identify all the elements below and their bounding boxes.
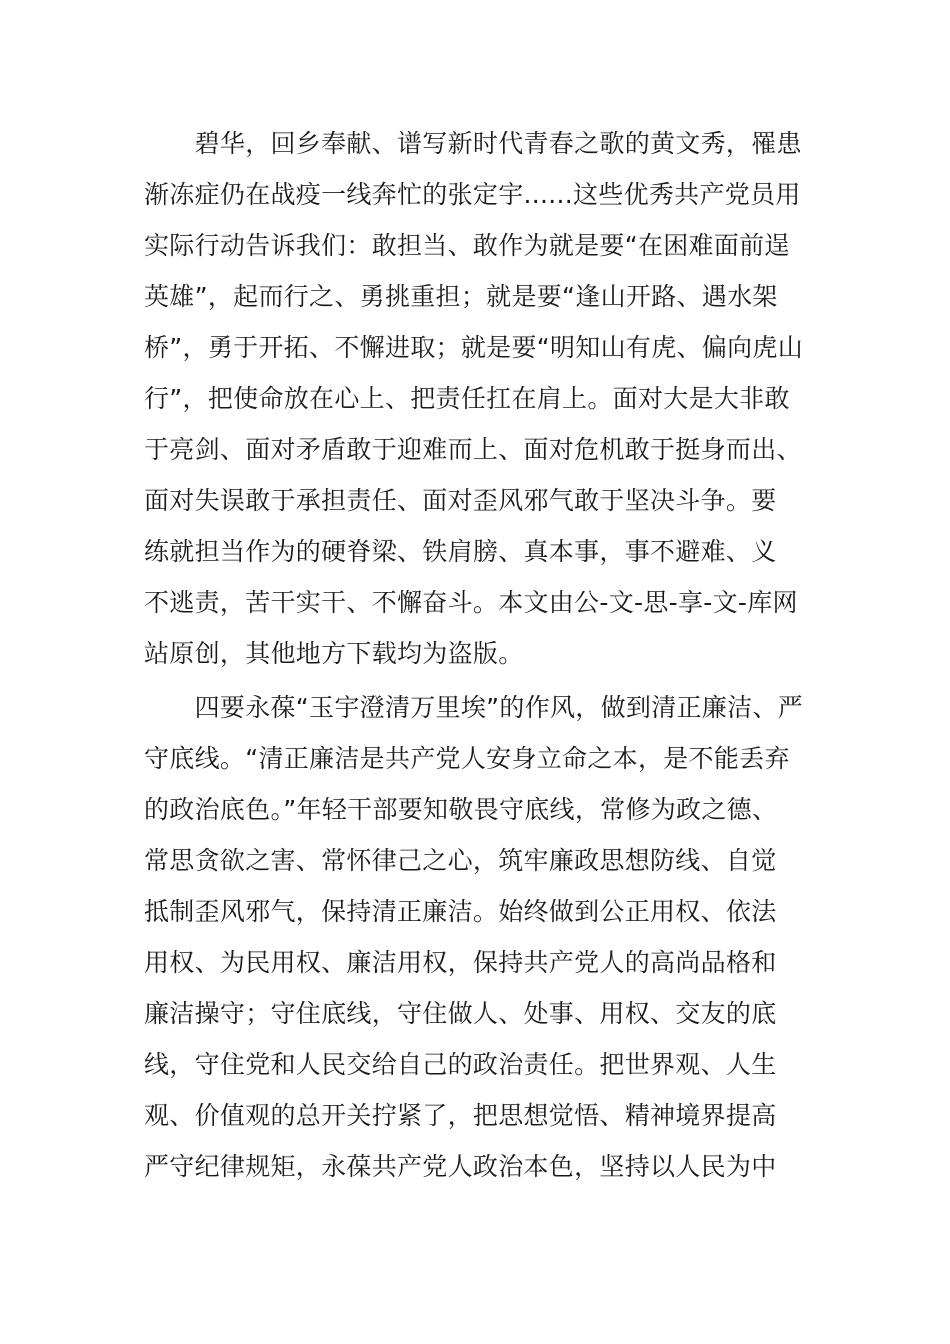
text-line: 英雄”，起而行之、勇挑重担；就是要“逢山开路、遇水架 [144,282,778,311]
text-line: 站原创，其他地方下载均为盗版。 [144,639,524,668]
text-line: 练就担当作为的硬脊梁、铁肩膀、真本事，事不避难、义 [144,537,777,566]
text-line: 桥”，勇于开拓、不懈进取；就是要“明知山有虎、偏向虎山 [144,333,804,362]
text-line: 渐冻症仍在战疫一线奔忙的张定宇......这些优秀共产党员用 [144,180,801,209]
paragraph-2 [144,682,824,1192]
text-line: 廉洁操守；守住底线，守住做人、处事、用权、交友的底 [144,999,777,1028]
text-line: 的政治底色。”年轻干部要知敬畏守底线，常修为政之德、 [144,795,778,824]
text-line: 四要永葆“玉宇澄清万里埃”的作风，做到清正廉洁、严 [144,693,804,722]
text-line: 用权、为民用权、廉洁用权，保持共产党人的高尚品格和 [144,948,777,977]
text-line: 严守纪律规矩，永葆共产党人政治本色，坚持以人民为中 [144,1152,777,1181]
text-line: 碧华，回乡奉献、谱写新时代青春之歌的黄文秀，罹患 [144,129,802,158]
text-line: 实际行动告诉我们：敢担当、敢作为就是要“在困难面前逞 [144,231,790,260]
text-line: 观、价值观的总开关拧紧了，把思想觉悟、精神境界提高 [144,1101,777,1130]
text-line: 抵制歪风邪气，保持清正廉洁。始终做到公正用权、依法 [144,897,777,926]
text-line: 常思贪欲之害、常怀律己之心，筑牢廉政思想防线、自觉 [144,846,777,875]
text-line: 面对失误敢于承担责任、面对歪风邪气敢于坚决斗争。要 [144,486,777,515]
text-line: 线，守住党和人民交给自己的政治责任。把世界观、人生 [144,1050,777,1079]
paragraph-1 [144,118,824,679]
text-line: 行”，把使命放在心上、把责任扛在肩上。面对大是大非敢 [144,384,790,413]
text-line: 不逃责，苦干实干、不懈奋斗。本文由公-文-思-享-文-库网 [144,588,798,617]
text-line: 守底线。“清正廉洁是共产党人安身立命之本，是不能丢弃 [144,744,790,773]
text-line: 于亮剑、面对矛盾敢于迎难而上、面对危机敢于挺身而出、 [144,435,802,464]
